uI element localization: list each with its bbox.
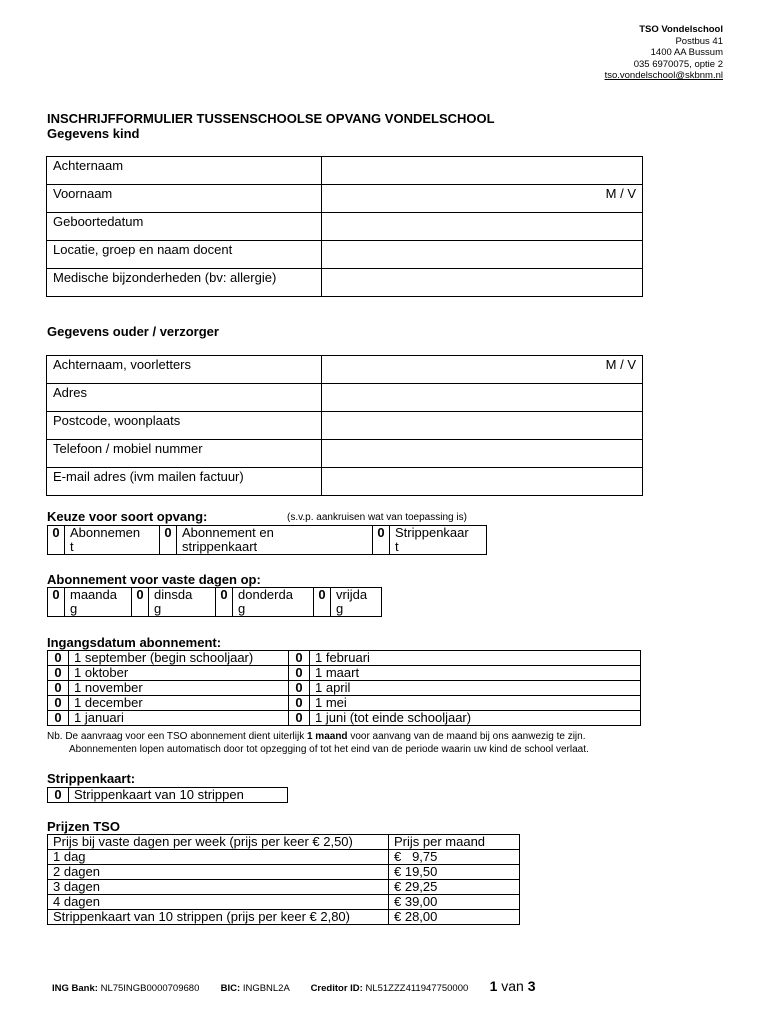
date-checkbox[interactable]: 0 bbox=[289, 651, 310, 666]
day-checkbox[interactable]: 0 bbox=[132, 588, 149, 617]
option-label: Abonnement en strippenkaart bbox=[177, 526, 373, 555]
field-label: Postcode, woonplaats bbox=[47, 412, 322, 440]
child-medical-field[interactable] bbox=[322, 269, 643, 297]
day-checkbox[interactable]: 0 bbox=[48, 588, 65, 617]
price-label: Strippenkaart van 10 strippen (prijs per keer € 2,80) bbox=[48, 910, 389, 925]
field-label: Adres bbox=[47, 384, 322, 412]
date-label: 1 januari bbox=[69, 711, 289, 726]
date-checkbox[interactable]: 0 bbox=[289, 696, 310, 711]
table-row bbox=[48, 711, 641, 726]
date-checkbox[interactable]: 0 bbox=[48, 681, 69, 696]
care-choice-hint: (s.v.p. aankruisen wat van toepassing is) bbox=[287, 512, 467, 523]
bank-label: ING Bank: bbox=[52, 983, 98, 994]
care-choice-table bbox=[47, 525, 487, 555]
parent-details-table bbox=[46, 355, 643, 496]
field-label: Geboortedatum bbox=[47, 213, 322, 241]
table-row bbox=[48, 666, 641, 681]
punch-card-checkbox[interactable]: 0 bbox=[48, 788, 69, 803]
parent-section-heading: Gegevens ouder / verzorger bbox=[47, 324, 219, 339]
table-row bbox=[48, 850, 520, 865]
field-label: Telefoon / mobiel nummer bbox=[47, 440, 322, 468]
phone-number: 035 6970075, optie 2 bbox=[633, 58, 723, 70]
deadline-note: Nb. De aanvraag voor een TSO abonnement dient uiterlijk 1 maand voor aanvang van de maand bij ons aanwezig te zijn. bbox=[47, 731, 586, 742]
parent-phone-field[interactable] bbox=[322, 440, 643, 468]
table-row bbox=[48, 681, 641, 696]
date-checkbox[interactable]: 0 bbox=[289, 681, 310, 696]
date-checkbox[interactable]: 0 bbox=[289, 666, 310, 681]
date-label: 1 december bbox=[69, 696, 289, 711]
field-label: E-mail adres (ivm mailen factuur) bbox=[47, 468, 322, 496]
table-row bbox=[48, 910, 520, 925]
child-location-field[interactable] bbox=[322, 241, 643, 269]
date-checkbox[interactable]: 0 bbox=[48, 651, 69, 666]
option-label: Abonnemen t bbox=[65, 526, 160, 555]
table-row bbox=[47, 412, 643, 440]
creditor-label: Creditor ID: bbox=[310, 983, 363, 994]
table-row bbox=[48, 696, 641, 711]
price-value: € 29,25 bbox=[389, 880, 520, 895]
parent-postcode-field[interactable] bbox=[322, 412, 643, 440]
option-checkbox[interactable]: 0 bbox=[373, 526, 390, 555]
field-label: Medische bijzonderheden (bv: allergie) bbox=[47, 269, 322, 297]
table-row bbox=[47, 241, 643, 269]
child-lastname-field[interactable] bbox=[322, 157, 643, 185]
day-checkbox[interactable]: 0 bbox=[216, 588, 233, 617]
price-label: 2 dagen bbox=[48, 865, 389, 880]
page-footer bbox=[52, 978, 536, 994]
bank-account: NL75INGB0000709680 bbox=[100, 983, 200, 994]
punch-card-label: Strippenkaart van 10 strippen bbox=[69, 788, 288, 803]
table-row bbox=[48, 880, 520, 895]
school-address-block bbox=[605, 24, 723, 82]
child-details-table bbox=[46, 156, 643, 297]
punch-card-heading: Strippenkaart: bbox=[47, 771, 136, 786]
option-checkbox[interactable]: 0 bbox=[48, 526, 65, 555]
date-label: 1 oktober bbox=[69, 666, 289, 681]
day-checkbox[interactable]: 0 bbox=[314, 588, 331, 617]
table-row bbox=[47, 185, 643, 213]
punch-card-table bbox=[47, 787, 288, 803]
form-title-block bbox=[47, 111, 495, 141]
date-checkbox[interactable]: 0 bbox=[48, 666, 69, 681]
child-section-heading: Gegevens kind bbox=[47, 126, 140, 141]
table-row bbox=[48, 865, 520, 880]
child-birthdate-field[interactable] bbox=[322, 213, 643, 241]
date-label: 1 november bbox=[69, 681, 289, 696]
date-checkbox[interactable]: 0 bbox=[48, 711, 69, 726]
day-label: dinsda g bbox=[149, 588, 216, 617]
field-label: Achternaam bbox=[47, 157, 322, 185]
date-checkbox[interactable]: 0 bbox=[48, 696, 69, 711]
bic-label: BIC: bbox=[220, 983, 241, 994]
field-label: Achternaam, voorletters bbox=[47, 356, 322, 384]
table-row bbox=[47, 213, 643, 241]
price-label: 1 dag bbox=[48, 850, 389, 865]
auto-renew-note: Abonnementen lopen automatisch door tot opzegging of tot het eind van de periode waarin uw kind de school verlaat. bbox=[69, 744, 589, 755]
table-row bbox=[47, 157, 643, 185]
price-value: € 9,75 bbox=[389, 850, 520, 865]
table-row bbox=[47, 269, 643, 297]
column-header: Prijs bij vaste dagen per week (prijs per keer € 2,50) bbox=[48, 835, 389, 850]
field-label: Voornaam bbox=[47, 185, 322, 213]
fixed-days-table bbox=[47, 587, 382, 617]
start-date-table bbox=[47, 650, 641, 726]
table-row bbox=[48, 895, 520, 910]
table-row bbox=[48, 651, 641, 666]
parent-name-field[interactable]: M / V bbox=[322, 356, 643, 384]
creditor-id: NL51ZZZ411947750000 bbox=[365, 983, 469, 994]
column-header: Prijs per maand bbox=[389, 835, 520, 850]
date-label: 1 april bbox=[310, 681, 641, 696]
parent-email-field[interactable] bbox=[322, 468, 643, 496]
table-row bbox=[47, 468, 643, 496]
table-row bbox=[47, 384, 643, 412]
child-firstname-field[interactable]: M / V bbox=[322, 185, 643, 213]
price-value: € 19,50 bbox=[389, 865, 520, 880]
price-label: 4 dagen bbox=[48, 895, 389, 910]
prices-table bbox=[47, 834, 520, 925]
date-label: 1 mei bbox=[310, 696, 641, 711]
page-title: INSCHRIJFFORMULIER TUSSENSCHOOLSE OPVANG VONDELSCHOOL bbox=[47, 111, 495, 126]
day-label: donderda g bbox=[233, 588, 314, 617]
field-label: Locatie, groep en naam docent bbox=[47, 241, 322, 269]
prices-heading: Prijzen TSO bbox=[47, 819, 120, 834]
price-label: 3 dagen bbox=[48, 880, 389, 895]
start-date-heading: Ingangsdatum abonnement: bbox=[47, 635, 222, 650]
date-checkbox[interactable]: 0 bbox=[289, 711, 310, 726]
care-choice-heading: Keuze voor soort opvang: bbox=[47, 509, 208, 524]
table-header-row bbox=[48, 835, 520, 850]
price-value: € 28,00 bbox=[389, 910, 520, 925]
table-row bbox=[47, 356, 643, 384]
date-label: 1 februari bbox=[310, 651, 641, 666]
day-label: vrijda g bbox=[331, 588, 382, 617]
address-line-1: Postbus 41 bbox=[675, 35, 723, 47]
bic-value: INGBNL2A bbox=[242, 983, 290, 994]
date-label: 1 september (begin schooljaar) bbox=[69, 651, 289, 666]
option-checkbox[interactable]: 0 bbox=[160, 526, 177, 555]
option-label: Strippenkaar t bbox=[390, 526, 487, 555]
address-line-2: 1400 AA Bussum bbox=[650, 47, 723, 58]
email-link[interactable]: tso.vondelschool@skbnm.nl bbox=[604, 70, 723, 81]
price-value: € 39,00 bbox=[389, 895, 520, 910]
page-number: 1 van 3 bbox=[489, 978, 536, 994]
parent-address-field[interactable] bbox=[322, 384, 643, 412]
date-label: 1 juni (tot einde schooljaar) bbox=[310, 711, 641, 726]
school-name: TSO Vondelschool bbox=[639, 24, 723, 35]
fixed-days-heading: Abonnement voor vaste dagen op: bbox=[47, 572, 261, 587]
table-row bbox=[47, 440, 643, 468]
date-label: 1 maart bbox=[310, 666, 641, 681]
day-label: maanda g bbox=[65, 588, 132, 617]
